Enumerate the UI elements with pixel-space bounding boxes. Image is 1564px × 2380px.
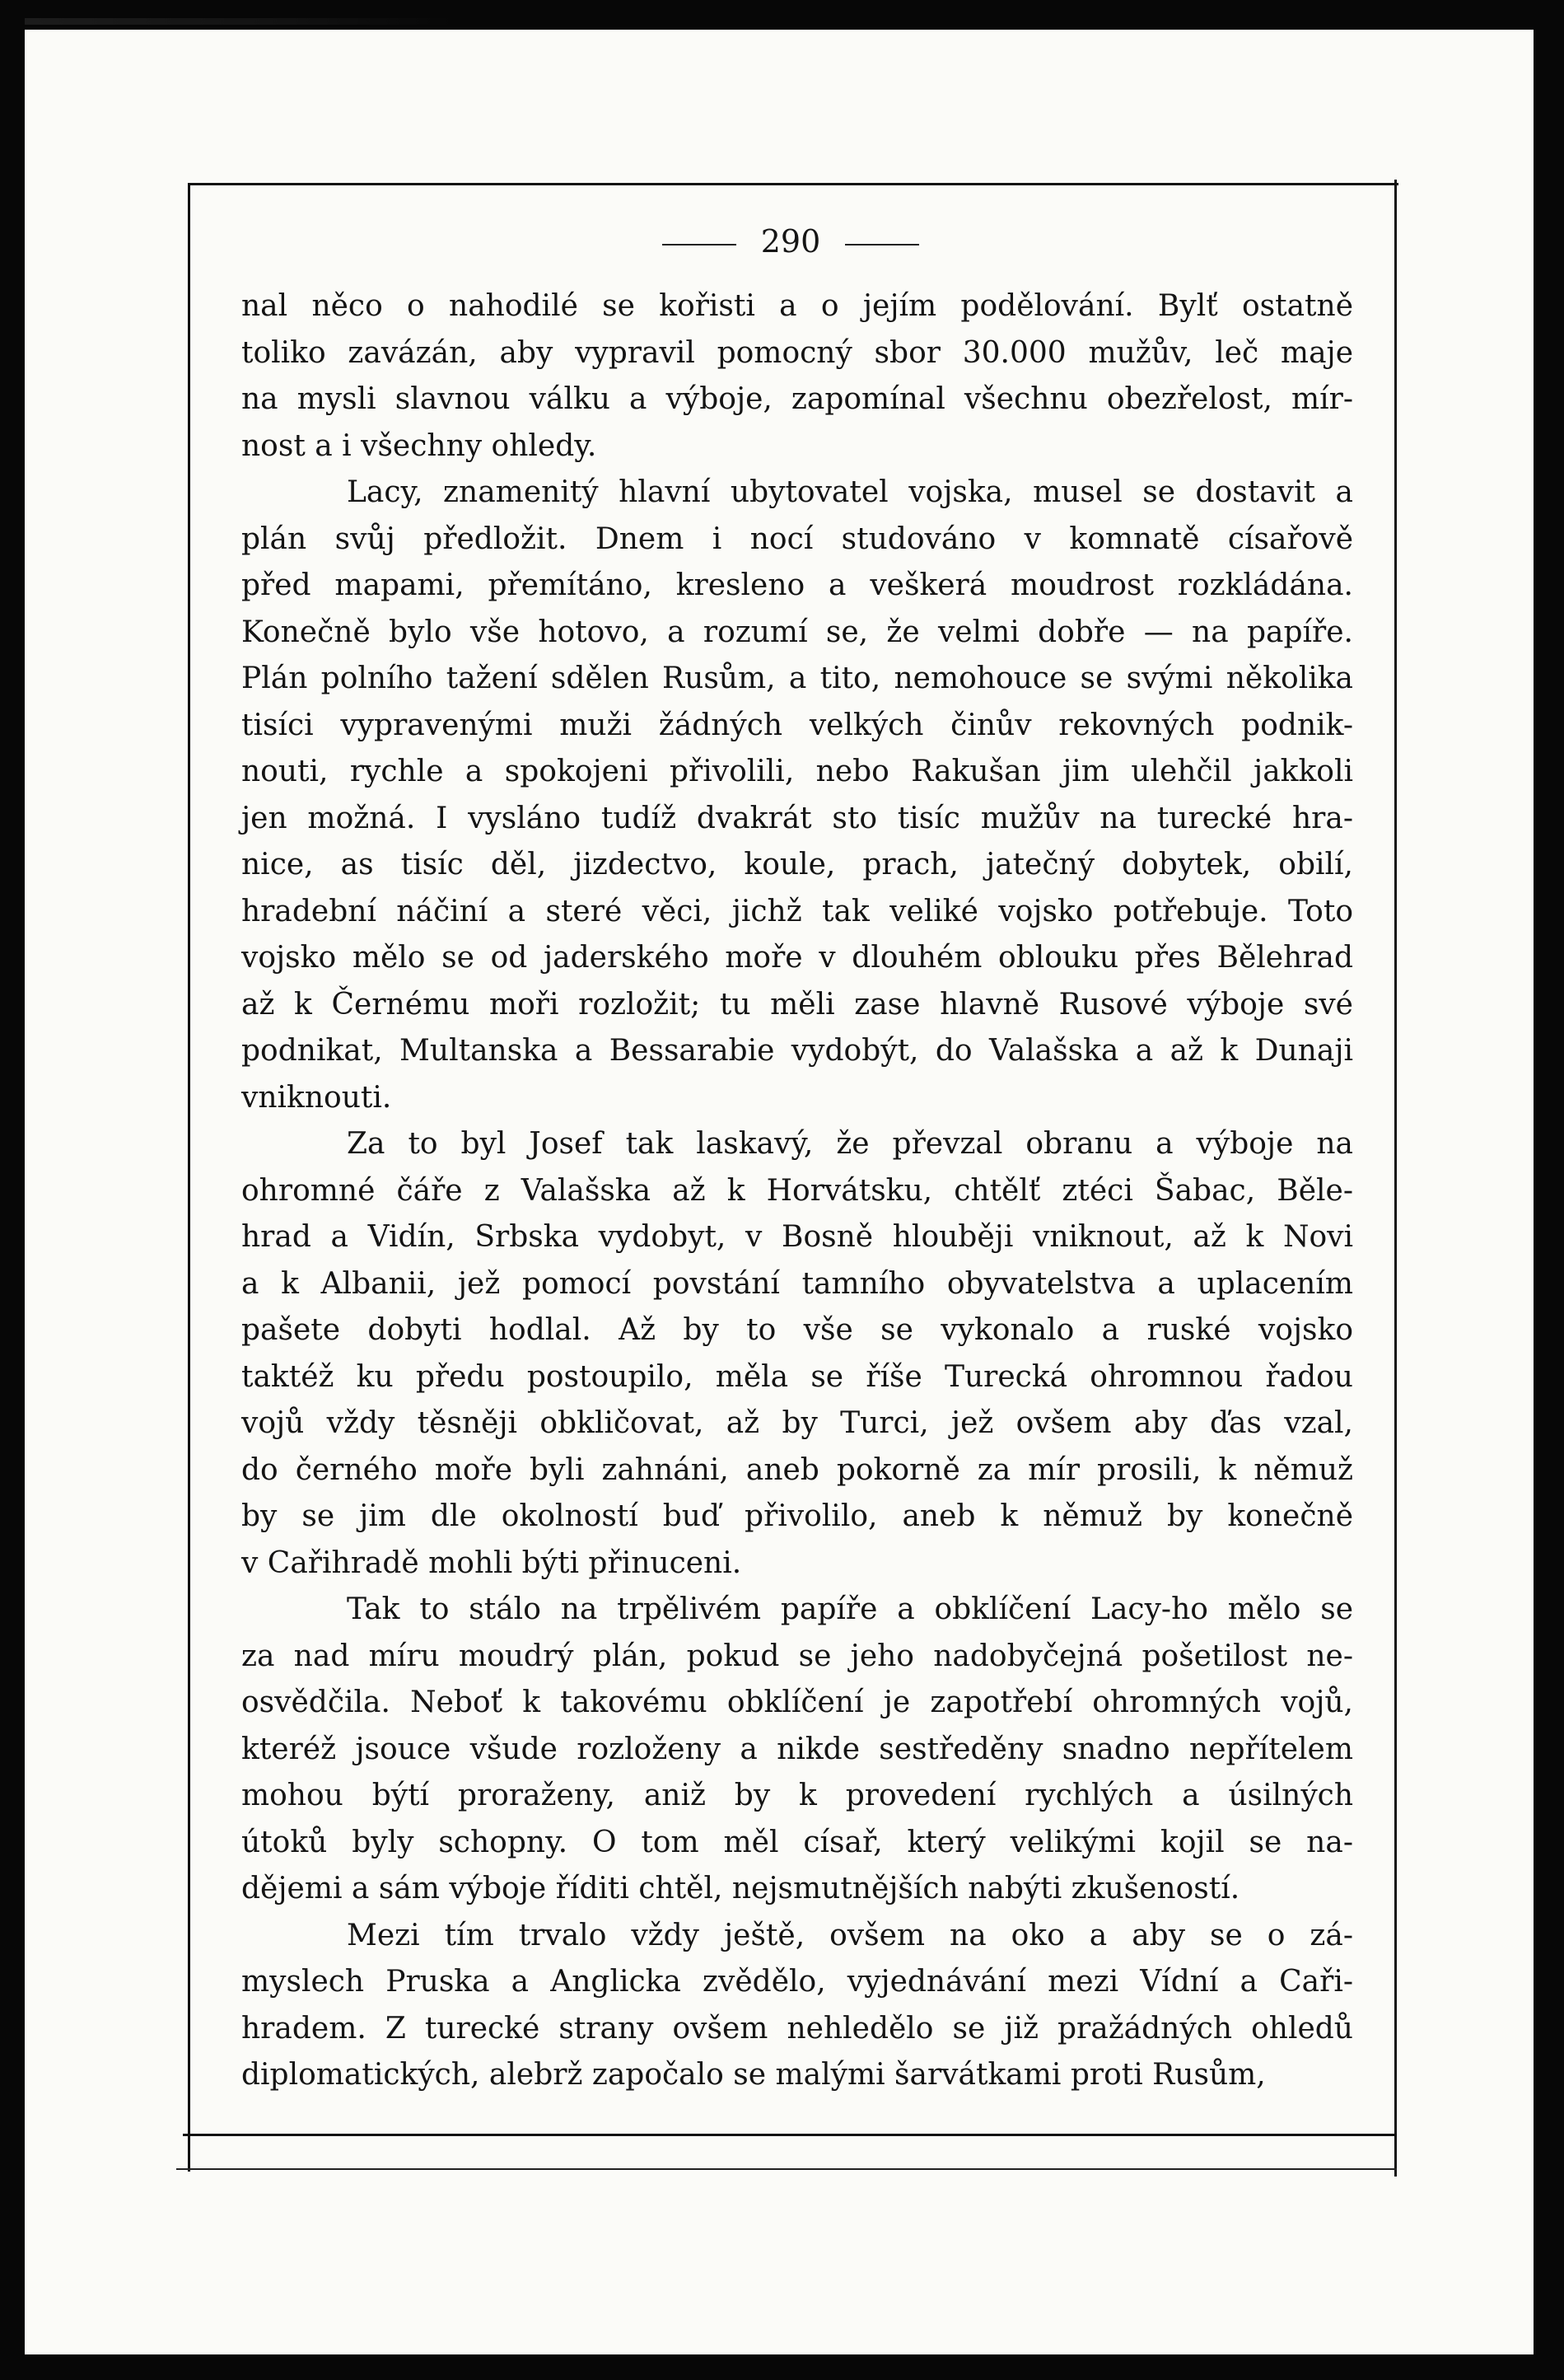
frame-top-rule: [188, 183, 1398, 185]
text-line: nouti, rychle a spokojeni přivolili, nebo Rakušan jim ulehčil jakkoli: [241, 755, 1353, 788]
header-dash-left: [662, 244, 736, 245]
header-dash-right: [845, 244, 919, 245]
paragraph: [241, 1587, 1353, 1913]
text-line: plán svůj předložit. Dnem i nocí studováno v komnatě císařově: [241, 521, 1353, 556]
text-line: vojsko mělo se od jaderského moře v dlouhém oblouku přes Bělehrad: [241, 941, 1353, 975]
text-line: kteréž jsouce všude rozloženy a nikde sestředěny snadno nepřítelem: [241, 1732, 1353, 1766]
text-line: vniknouti.: [241, 1080, 392, 1115]
scan-edge-artifact: [25, 18, 453, 25]
text-line: Lacy, znamenitý hlavní ubytovatel vojska, musel se dostavit a: [347, 475, 1353, 509]
text-line: vojů vždy těsněji obkličovat, až by Turci, jež ovšem aby ďas vzal,: [241, 1406, 1353, 1440]
text-line: Za to byl Josef tak laskavý, že převzal obranu a výboje na: [347, 1127, 1353, 1161]
paragraph: [241, 1121, 1353, 1587]
text-line: a k Albanii, jež pomocí povstání tamního obyvatelstva a uplacením: [241, 1266, 1353, 1301]
paragraph: [241, 470, 1353, 1121]
text-line: před mapami, přemítáno, kresleno a veškerá moudrost rozkládána.: [241, 568, 1353, 602]
frame-right-rule: [1394, 180, 1397, 2177]
text-line: nal něco o nahodilé se kořisti a o jejím podělování. Bylť ostatně: [241, 289, 1353, 323]
text-line: v Cařihradě mohli býti přinuceni.: [241, 1545, 742, 1580]
text-line: by se jim dle okolností buď přivolilo, aneb k němuž by konečně: [241, 1499, 1353, 1533]
page-header: [239, 216, 1342, 267]
text-line: taktéž ku předu postoupilo, měla se říše Turecká ohromnou řadou: [241, 1359, 1353, 1394]
page-number: 290: [760, 223, 821, 260]
text-line: mohou býtí proraženy, aniž by k provedení rychlých a úsilných: [241, 1779, 1353, 1812]
text-line: nice, as tisíc děl, jizdectvo, koule, prach, jatečný dobytek, obilí,: [241, 848, 1353, 881]
text-line: až k Černému moři rozložit; tu měli zase hlavně Rusové výboje své: [241, 987, 1353, 1022]
text-line: na mysli slavnou válku a výboje, zapomínal všechnu obezřelost, mír-: [241, 382, 1353, 416]
text-line: hrad a Vidín, Srbska vydobyt, v Bosně hlouběji vniknout, až k Novi: [241, 1220, 1353, 1254]
text-line: tisíci vypravenými muži žádných velkých činův rekovných podnik-: [241, 708, 1353, 742]
frame-bottom-rule-outer: [176, 2168, 1397, 2170]
text-line: myslech Pruska a Anglicka zvědělo, vyjednávání mezi Vídní a Caři-: [241, 1965, 1353, 1999]
text-line: Plán polního tažení sdělen Rusům, a tito, nemohouce se svými několika: [241, 662, 1353, 695]
frame-left-rule: [188, 183, 190, 2172]
text-line: Konečně bylo vše hotovo, a rozumí se, že velmi dobře — na papíře.: [241, 615, 1353, 649]
text-line: útoků byly schopny. O tom měl císař, který velikými kojil se na-: [241, 1825, 1353, 1859]
text-line: Tak to stálo na trpělivém papíře a obklíčení Lacy-ho mělo se: [347, 1592, 1353, 1626]
text-line: do černého moře byli zahnáni, aneb pokorně za mír prosili, k němuž: [241, 1452, 1353, 1487]
text-line: za nad míru moudrý plán, pokud se jeho nadobyčejná pošetilost ne-: [241, 1639, 1353, 1673]
text-line: nost a i všechny ohledy.: [241, 428, 597, 463]
text-line: hradební náčiní a steré věci, jichž tak veliké vojsko potřebuje. Toto: [241, 894, 1353, 928]
text-line: podnikat, Multanska a Bessarabie vydobýt, do Valašska a až k Dunaji: [241, 1034, 1353, 1068]
text-line: hradem. Z turecké strany ovšem nehledělo se již pražádných ohledů: [241, 2011, 1353, 2046]
text-line: dějemi a sám výboje říditi chtěl, nejsmutnějších nabýti zkušeností.: [241, 1872, 1240, 1905]
text-line: diplomatických, alebrž započalo se malými šarvátkami proti Rusům,: [241, 2058, 1266, 2092]
text-line: osvědčila. Neboť k takovému obklíčení je zapotřebí ohromných vojů,: [241, 1686, 1353, 1719]
text-line: jen možná. I vysláno tudíž dvakrát sto tisíc mužův na turecké hra-: [241, 801, 1353, 835]
paragraph: [241, 283, 1353, 470]
body-text: [241, 283, 1353, 2099]
paragraph: [241, 1913, 1353, 2099]
text-line: toliko zavázán, aby vypravil pomocný sbor 30.000 mužův, leč maje: [241, 335, 1353, 370]
text-line: pašete dobyti hodlal. Až by to vše se vykonalo a ruské vojsko: [241, 1313, 1353, 1347]
frame-bottom-rule: [183, 2134, 1397, 2136]
text-line: Mezi tím trvalo vždy ještě, ovšem na oko a aby se o zá-: [347, 1918, 1353, 1952]
text-line: ohromné čáře z Valašska až k Horvátsku, chtělť ztéci Šabac, Běle-: [241, 1173, 1353, 1208]
